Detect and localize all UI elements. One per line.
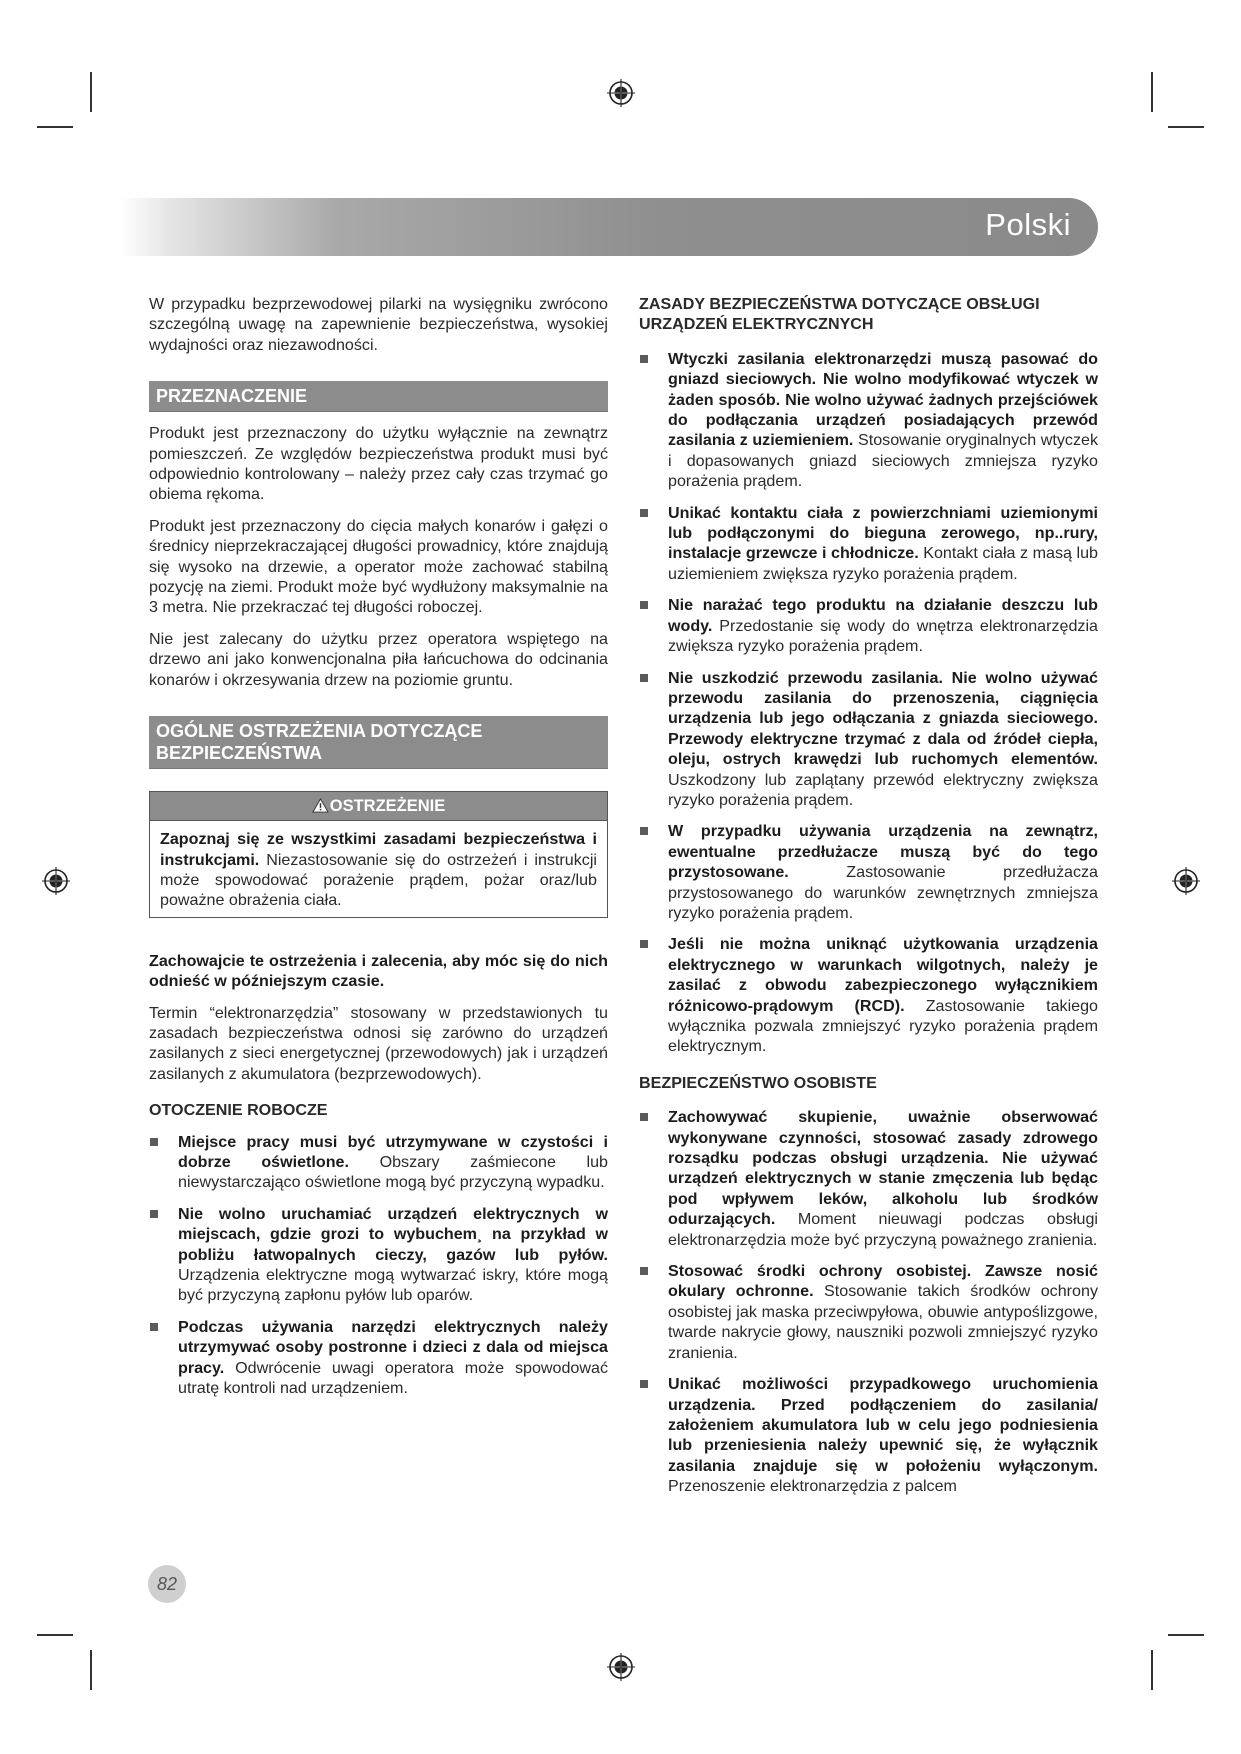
list-item: Miejsce pracy musi być utrzymywane w czystości i dobrze oświetlone. Obszary zaśmiecone lub niewystarczająco oświetlone mogą być przyczyną wypadku. <box>149 1132 608 1193</box>
square-bullet-icon <box>150 1138 158 1146</box>
crop-mark <box>1151 1650 1153 1690</box>
list-item: Stosować środki ochrony osobistej. Zawsze nosić okulary ochronne. Stosowanie takich środków ochrony osobistej jak maska przeciwpyłowa, obuwie antypoślizgowe, twarde nakrycie głowy, nauszniki pozwoli zmniejszyć ryzyko zranienia. <box>639 1261 1098 1363</box>
language-banner <box>120 198 1098 256</box>
square-bullet-icon <box>640 509 648 517</box>
square-bullet-icon <box>150 1210 158 1218</box>
list-item: Nie uszkodzić przewodu zasilania. Nie wolno używać przewodu zasilania do przenoszenia, ciągnięcia urządzenia lub jego odłączania z gniazda sieciowego. Przewody elektryczne trzymać z dala od źródeł ciepła, oleju, ostrych krawędzi lub ruchomych elementów. Uszkodzony lub zaplątany przewód elektryczny zwiększa ryzyko porażenia prądem. <box>639 668 1098 811</box>
personal-safety-list <box>639 1107 1098 1496</box>
square-bullet-icon <box>640 355 648 363</box>
list-item: Jeśli nie można uniknąć użytkowania urządzenia elektrycznego w warunkach wilgotnych, należy je zasilać z obwodu zabezpieczonego wyłącznikiem różnicowo-prądowym (RCD). Zastosowanie takiego wyłącznika pozwala zmniejszyć ryzyko porażenia prądem elektrycznym. <box>639 934 1098 1056</box>
square-bullet-icon <box>150 1323 158 1331</box>
list-item: Nie wolno uruchamiać urządzeń elektrycznych w miejscach, gdzie grozi to wybuchem¸ na przykład w pobliżu łatwopalnych cieczy, gazów lub pyłów. Urządzenia elektryczne mogą wytwarzać iskry, które mogą być przyczyną zapłonu pyłów lub oparów. <box>149 1204 608 1306</box>
square-bullet-icon <box>640 601 648 609</box>
purpose-paragraph: Produkt jest przeznaczony do cięcia małych konarów i gałęzi o średnicy nieprzekraczającej długości prowadnicy, które znajdują się wysoko na drzewie, a operator może zachować stabilną pozycję na ziemi. Produkt może być wydłużony maksymalnie na 3 metra. Nie przekraczać tej długości roboczej. <box>149 516 608 617</box>
left-column <box>149 294 608 1409</box>
square-bullet-icon <box>640 827 648 835</box>
intro-paragraph: W przypadku bezprzewodowej pilarki na wysięgniku zwrócono szczególną uwagę na zapewnienie bezpieczeństwa, wysokiej wydajności oraz niezawodności. <box>149 295 608 354</box>
subsection-title-electrical-safety: ZASADY BEZPIECZEŃSTWA DOTYCZĄCE OBSŁUGI URZĄDZEŃ ELEKTRYCZNYCH <box>639 295 1040 334</box>
list-item: Zachowywać skupienie, uważnie obserwować wykonywane czynności, stosować zasady zdrowego rozsądku podczas obsługi urządzenia. Nie używać urządzeń elektrycznych w stanie zmęczenia lub będąc pod wpływem leków, alkoholu lub środków odurzających. Moment nieuwagi podczas obsługi elektronarzędzia może być przyczyną poważnego zranienia. <box>639 1107 1098 1250</box>
purpose-paragraph: Produkt jest przeznaczony do użytku wyłącznie na zewnątrz pomieszczeń. Ze względów bezpieczeństwa produkt musi być odpowiednio kontrolowany – należy przez cały czas trzymać go obiema rękoma. <box>149 424 608 504</box>
warning-header <box>150 792 607 821</box>
crop-mark <box>37 1634 73 1636</box>
crop-mark <box>90 72 92 112</box>
warning-body <box>150 821 607 917</box>
language-title: Polski <box>985 207 1071 242</box>
work-area-list <box>149 1132 608 1399</box>
page-number: 82 <box>148 1565 186 1603</box>
list-item: Podczas używania narzędzi elektrycznych należy utrzymywać osoby postronne i dzieci z dala od miejsca pracy. Odwrócenie uwagi operatora może spowodować utratę kontroli nad urządzeniem. <box>149 1317 608 1399</box>
crop-mark <box>1151 72 1153 112</box>
square-bullet-icon <box>640 1113 648 1121</box>
term-definition: Termin “elektronarzędzia” stosowany w przedstawionych tu zasadach bezpieczeństwa odnosi się zarówno do urządzeń zasilanych z sieci energetycznej (przewodowych) jak i urządzeń zasilanych z akumulatora (bezprzewodowych). <box>149 1003 608 1083</box>
crop-mark <box>1168 126 1204 128</box>
purpose-paragraph: Nie jest zalecany do użytku przez operatora wspiętego na drzewo ani jako konwencjonalna piła łańcuchowa do odcinania konarów i okrzesywania drzew na poziomie gruntu. <box>149 629 608 689</box>
warning-box <box>149 791 608 918</box>
square-bullet-icon <box>640 940 648 948</box>
list-item: Unikać możliwości przypadkowego uruchomienia urządzenia. Przed podłączeniem do zasilania/ założeniem akumulatora lub w celu jego podniesienia lub przeniesienia należy upewnić się, że wyłącznik zasilania znajduje się w położeniu wyłączonym. Przenoszenie elektronarzędzia z palcem <box>639 1374 1098 1496</box>
list-item: Nie narażać tego produktu na działanie deszczu lub wody. Przedostanie się wody do wnętrza elektronarzędzia zwiększa ryzyko porażenia prądem. <box>639 595 1098 656</box>
registration-mark-icon <box>41 866 71 896</box>
list-item: Wtyczki zasilania elektronarzędzi muszą pasować do gniazd sieciowych. Nie wolno modyfikować wtyczek w żaden sposób. Nie wolno używać żadnych przejściówek do podłączania urządzeń posiadających przewód zasilania z uziemieniem. Stosowanie oryginalnych wtyczek i dopasowanych gniazd sieciowych zmniejsza ryzyko porażenia prądem. <box>639 349 1098 492</box>
keep-instructions-note: Zachowajcie te ostrzeżenia i zalecenia, aby móc się do nich odnieść w późniejszym czasie. <box>149 951 608 991</box>
warning-triangle-icon <box>312 798 329 813</box>
registration-mark-icon <box>606 78 636 108</box>
crop-mark <box>37 126 73 128</box>
registration-mark-icon <box>1171 866 1201 896</box>
list-item: Unikać kontaktu ciała z powierzchniami uziemionymi lub podłączonymi do bieguna zerowego, np..rury, instalacje grzewcze i chłodnicze. Kontakt ciała z masą lub uziemieniem zwiększa ryzyko porażenia prądem. <box>639 503 1098 585</box>
right-column <box>639 294 1098 1508</box>
warning-text: Zapoznaj się ze wszystkimi zasadami bezpieczeństwa i instrukcjami. Niezastosowanie się do ostrzeżeń i instrukcji może spowodować porażenie prądem, pożar oraz/lub poważne obrażenia ciała. <box>160 830 597 910</box>
subsection-title-work-area: OTOCZENIE ROBOCZE <box>149 1101 328 1120</box>
crop-mark <box>90 1650 92 1690</box>
list-item: W przypadku używania urządzenia na zewnątrz, ewentualne przedłużacze muszą być do tego przystosowane. Zastosowanie przedłużacza przystosowanego do warunków zewnętrznych zmniejsza ryzyko porażenia prądem. <box>639 821 1098 923</box>
crop-mark <box>1168 1634 1204 1636</box>
electrical-safety-list <box>639 349 1098 1057</box>
registration-mark-icon <box>606 1652 636 1682</box>
section-title-purpose: PRZEZNACZENIE <box>149 381 608 412</box>
warning-label: OSTRZEŻENIE <box>329 797 446 816</box>
subsection-title-personal-safety: BEZPIECZEŃSTWO OSOBISTE <box>639 1073 877 1092</box>
square-bullet-icon <box>640 1267 648 1275</box>
section-title-general-warnings: OGÓLNE OSTRZEŻENIA DOTYCZĄCE BEZPIECZEŃSTWA <box>149 716 608 769</box>
square-bullet-icon <box>640 674 648 682</box>
square-bullet-icon <box>640 1380 648 1388</box>
